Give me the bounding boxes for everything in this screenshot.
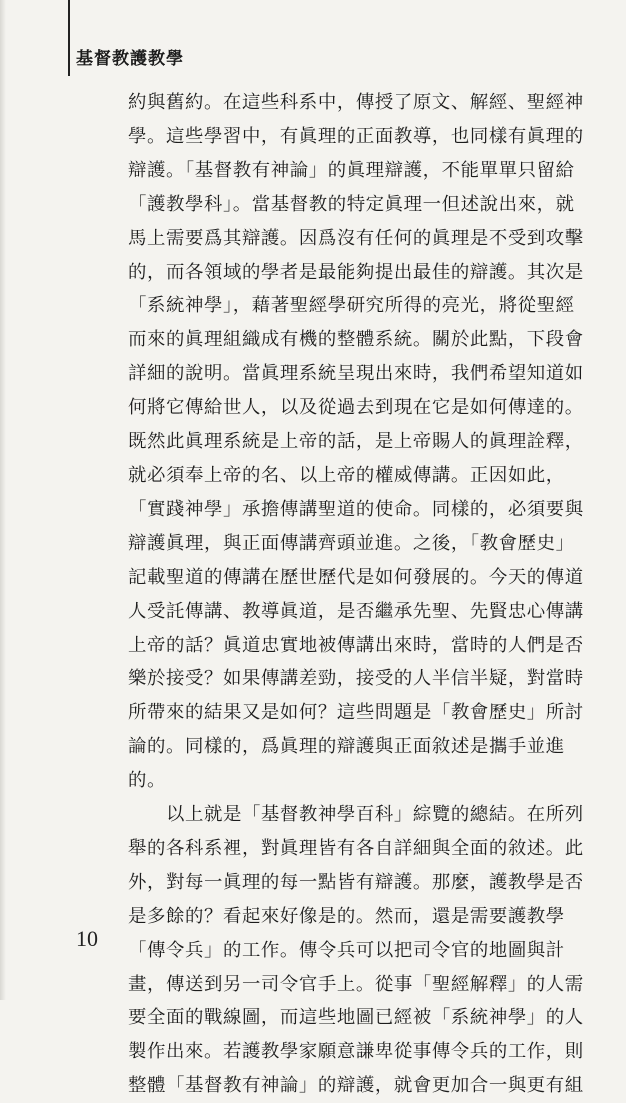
text-line: 「護教學科」。當基督教的特定眞理一但述說出來，就 (128, 193, 575, 215)
text-line: 以上就是「基督教神學百科」綜覽的總結。在所列 (128, 804, 584, 826)
text-line: 辯護。「基督教有神論」的眞理辯護，不能單單只留給 (128, 159, 575, 181)
text-line: 的，而各領域的學者是最能夠提出最佳的辯護。其次是 (128, 261, 584, 283)
text-line: 上帝的話？眞道忠實地被傳講出來時，當時的人們是否 (128, 634, 584, 656)
text-line: 「傳令兵」的工作。傳令兵可以把司令官的地圖與計 (128, 939, 565, 961)
text-line: 論的。同樣的，爲眞理的辯護與正面敘述是攜手並進 (128, 736, 565, 758)
text-line: 約與舊約。在這些科系中，傳授了原文、解經、聖經神 (128, 92, 584, 113)
text-line: 舉的各科系裡，對眞理皆有各自詳細與全面的敘述。此 (128, 837, 584, 859)
text-line: 人受託傳講、教導眞道，是否繼承先聖、先賢忠心傳講 (128, 600, 584, 622)
text-line: 畫，傳送到另一司令官手上。從事「聖經解釋」的人需 (128, 973, 584, 995)
text-line: 整體「基督教有神論」的辯護，就會更加合一與更有組 (128, 1075, 584, 1097)
running-head: 基督教護教學 (76, 49, 184, 69)
body-text (128, 86, 584, 1103)
text-line: 是多餘的？看起來好像是的。然而，還是需要護教學 (128, 905, 565, 927)
text-line: 所帶來的結果又是如何？這些問題是「教會歷史」所討 (128, 702, 584, 724)
text-line: 記載聖道的傳講在歷世歷代是如何發展的。今天的傳道 (128, 566, 584, 588)
page-edge (0, 0, 6, 1000)
text-line: 的。 (128, 770, 166, 792)
text-line: 而來的眞理組織成有機的整體系統。關於此點，下段會 (128, 329, 584, 351)
text-line: 既然此眞理系統是上帝的話，是上帝賜人的眞理詮釋， (128, 431, 584, 453)
text-line: 馬上需要爲其辯護。因爲沒有任何的眞理是不受到攻擊 (128, 227, 584, 249)
text-line: 「實踐神學」承擔傳講聖道的使命。同樣的，必須要與 (128, 498, 584, 520)
text-line: 製作出來。若護教學家願意謙卑從事傳令兵的工作，則 (128, 1041, 584, 1063)
text-line: 詳細的說明。當眞理系統呈現出來時，我們希望知道如 (128, 363, 584, 385)
text-line: 樂於接受？如果傳講差勁，接受的人半信半疑，對當時 (128, 668, 584, 690)
text-line: 辯護眞理，與正面傳講齊頭並進。之後，「教會歷史」 (128, 532, 575, 554)
text-line: 何將它傳給世人，以及從過去到現在它是如何傳達的。 (128, 397, 584, 419)
text-line: 要全面的戰線圖，而這些地圖已經被「系統神學」的人 (128, 1007, 584, 1029)
text-line: 學。這些學習中，有眞理的正面教導，也同樣有眞理的 (128, 125, 584, 147)
text-line: 就必須奉上帝的名、以上帝的權威傳講。正因如此， (128, 464, 565, 486)
text-line: 「系統神學」，藉著聖經學研究所得的亮光，將從聖經 (128, 295, 575, 317)
text-line: 外，對每一眞理的每一點皆有辯護。那麼，護教學是否 (128, 871, 584, 893)
page-number: 10 (76, 926, 98, 951)
header-rule (68, 0, 70, 76)
